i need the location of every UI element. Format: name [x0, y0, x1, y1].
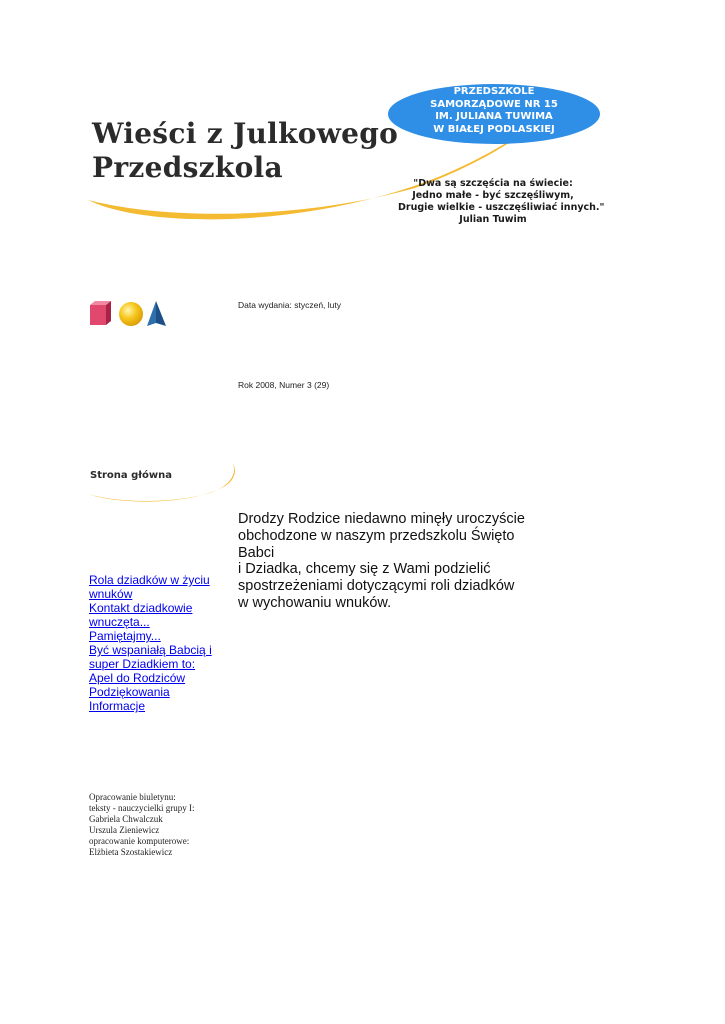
- newsletter-title-line2: Przedszkola: [92, 151, 283, 184]
- nav-link-apel[interactable]: Apel do Rodziców: [89, 671, 186, 685]
- nav-heading-swoosh: [85, 460, 245, 510]
- credits-line: Opracowanie biuletynu:: [89, 792, 176, 802]
- nav-link-informacje[interactable]: Informacje: [89, 699, 146, 713]
- nav-link-byc-wspaniala[interactable]: Być wspaniałą Babcią i super Dziadkiem to:: [89, 643, 212, 671]
- intro-line: obchodzone w naszym przedszkolu Święto: [238, 527, 515, 544]
- nav-links: [89, 573, 239, 713]
- intro-line: spostrzeżeniami dotyczącymi roli dziadków: [238, 578, 515, 595]
- nav-link-pamietajmy[interactable]: Pamiętajmy...: [89, 629, 161, 643]
- credits-line: teksty - nauczycielki grupy I:: [89, 803, 195, 813]
- intro-line: Drodzy Rodzice niedawno minęły uroczyście: [238, 511, 525, 527]
- intro-line: i Dziadka, chcemy się z Wami podzielić: [238, 561, 491, 578]
- credits-line: Gabriela Chwalczuk: [89, 814, 163, 824]
- credits-line: opracowanie komputerowe:: [89, 836, 190, 846]
- sphere-icon: [119, 302, 143, 326]
- shapes-decoration: [88, 299, 170, 329]
- nav-link-podziekowania[interactable]: Podziękowania: [89, 685, 170, 699]
- intro-line: w wychowaniu wnuków.: [238, 594, 392, 611]
- newsletter-title-line1: Wieści z Julkowego: [92, 117, 399, 150]
- nav-link-kontakt[interactable]: Kontakt dziadkowie wnuczęta...: [89, 601, 193, 629]
- quote-line: "Dwa są szczęścia na świecie:: [413, 178, 573, 189]
- nav-link-rola-dziadkow[interactable]: Rola dziadków w życiu wnuków: [89, 573, 210, 601]
- quote-line: Drugie wielkie - uszczęśliwiać innych.": [398, 202, 605, 213]
- credits-line: Urszula Zieniewicz: [89, 825, 160, 835]
- intro-paragraph: [238, 511, 538, 612]
- badge-line: IM. JULIANA TUWIMA: [435, 111, 553, 122]
- pyramid-icon: [147, 301, 166, 326]
- cube-icon: [90, 301, 111, 325]
- credits-line: Elżbieta Szostakiewicz: [89, 847, 173, 857]
- nav-heading: Strona główna: [90, 470, 172, 481]
- badge-line: SAMORZĄDOWE NR 15: [430, 98, 558, 110]
- quote-line: Julian Tuwim: [459, 214, 527, 225]
- badge-line: W BIAŁEJ PODLASKIEJ: [433, 123, 555, 135]
- issue-number: Rok 2008, Numer 3 (29): [238, 380, 330, 390]
- quote-line: Jedno małe - być szczęśliwym,: [412, 190, 574, 201]
- school-badge-text: [393, 86, 595, 136]
- issue-date: Data wydania: styczeń, luty: [238, 300, 341, 310]
- badge-line: PRZEDSZKOLE: [453, 86, 535, 97]
- credits: [89, 792, 194, 858]
- intro-line: Babci: [238, 544, 275, 561]
- tuwim-quote: [398, 178, 605, 226]
